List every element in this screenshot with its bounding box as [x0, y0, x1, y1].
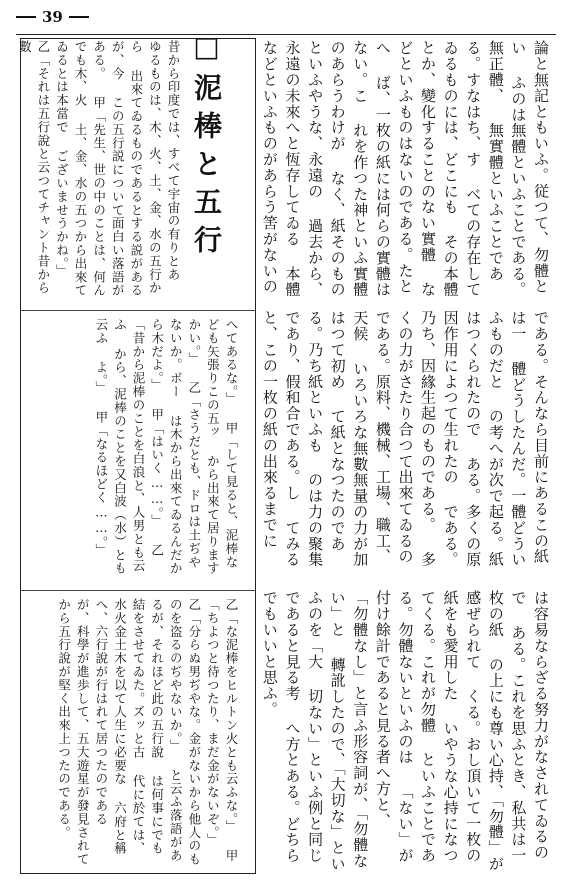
header-rule-left	[16, 16, 36, 18]
page-header	[16, 8, 89, 26]
main-paragraph-top: 論と無記ともいふ。従つて、勿體とい ふのは無體といふことである。無正體、 無實體といふことである。すなはち、す べての存在してゐるものには、どこにも その本體とか、變化することのない實體 などといふものはないのである。たとへ ば、一枚の紙には何らの實體はない。こ れを作つた神といふ實體のあらうわけが なく、紙そのものといふやうな、永遠の 過去から、永遠の未來へと恆存してゐる 本體などといふものがあらう筈がないの	[260, 40, 550, 298]
main-text-top	[262, 40, 552, 298]
header-rule-right	[69, 16, 89, 18]
box-title: □泥棒と五行	[190, 30, 223, 263]
box-paragraph-bottom: 乙「な泥棒をヒルトン火とも云ふな。」 甲「ちよつと待つたり、まだ金がないぞ。」 乙「分らぬ男ぢやな。金がないから他人のも のを盗るのぢやないか。」 と云ふ落語があるが、それほど此の五行說 は何事にでも結をさせてゐた。ズッと古 代に於ては、水火金土木を以て人生に必要な 六府と稱へ、六行說が行はれて居つたのである が、科學が進歩して、五大遊星が發見されて から五行說が堅く出來上つたのである。	[56, 598, 239, 866]
page-number: 39	[42, 8, 63, 26]
main-paragraph-middle: である。そんなら目前にあるこの紙は一 體どうしたんだ。一體どういふものだと の考へが次で起る。紙はつくられたので ある。多くの原因作用によつて生れたの である。乃ち、因緣生起のものである。 多くの力がさたり合つて出來てゐるの である。原料、機械、工場、職工、天候 いろいろな無數無量の力が加はつて初め て紙となつたのである。乃ち紙といふも のは力の聚集であり、假和合である。し てみると、この一枚の紙の出來るまでに	[260, 310, 550, 568]
box-text-bottom	[30, 598, 240, 866]
top-rule	[16, 34, 556, 35]
main-text-middle	[262, 310, 552, 580]
box-paragraph-middle: へてあるな。」 甲「して見ると、泥棒なども矢張りこの五ッ から出來て居りますかい。」 乙「さうだとも、ドロは土ぢやないか。ボー は木から出來てゐるんだから木だよ。」 甲「はいく……。」 乙「昔から泥棒のことを白浪と、人男とも云ふ から、泥棒のことを又白波（水）とも云ふ よ。」 甲「なるほどく……。」	[93, 318, 239, 576]
box-text-middle	[30, 318, 240, 580]
box-paragraph-top: 昔から印度では、すべて宇宙の有りとあ ゆるものは、木、火、土、金、水の五行から 出來てゐるものであるとする説があるが、今 この五行説について面白い落語がある。 甲「先生、世の中のことは、何んでも木、火 土、金、水の五つから出來てゐるとは本當で ございませうかね。」 乙「それは五行說と云つてチャント昔から數	[17, 40, 181, 298]
box-divider-1	[20, 310, 256, 311]
main-paragraph-bottom: は容易ならざる努力がなされてゐるので ある。これを思ふとき、私共は一枚の紙 の上にも尊い心持、「勿體」が感ぜられて くる。おし頂いて一枚の紙をも愛用した いやうな心持になつてくる。これが勿體 といふことである。勿體ないといふのは 「ない」が付け餘計であると見る者へ方と、 「勿體なし」と言ふ形容詞が、「勿體ない」と 轉訛したので、「大切な」といふのを「大 切ない」といふ例と同じであると見る考 へ方とある。どちらでもいいと思ふ。	[260, 590, 550, 872]
box-divider-2	[20, 590, 256, 591]
main-text-bottom	[262, 590, 552, 872]
box-text-top	[17, 40, 182, 300]
